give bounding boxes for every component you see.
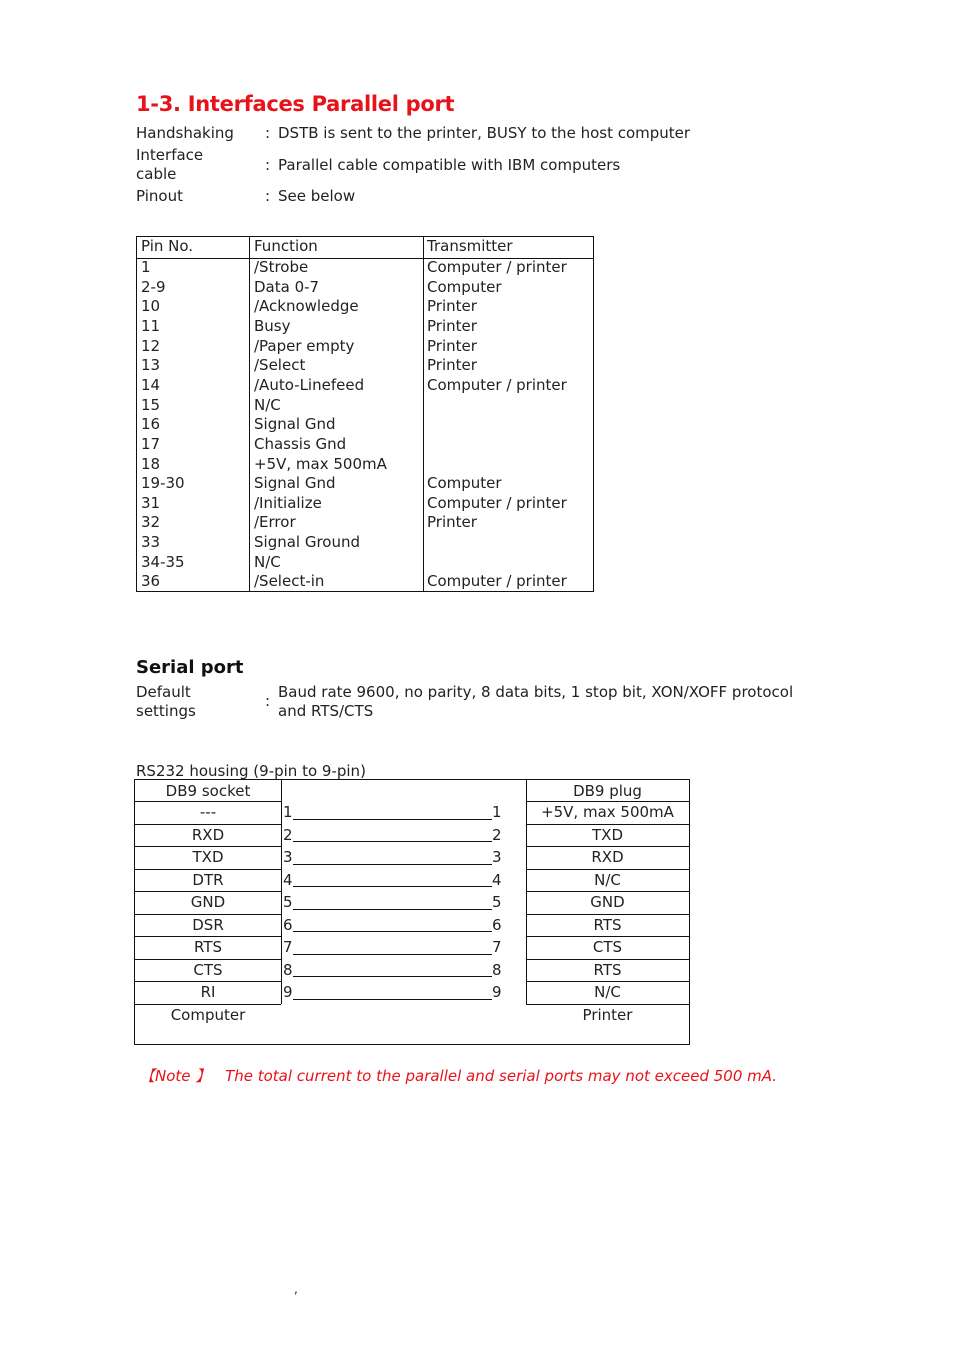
serial-spec-label: Default settings xyxy=(136,683,196,720)
table-cell: /Select xyxy=(254,356,306,375)
table-divider xyxy=(249,237,250,591)
pin-number-left: 3 xyxy=(283,848,293,866)
plug-signal: GND xyxy=(590,893,625,911)
table-cell: Computer xyxy=(427,474,502,493)
table-cell: 33 xyxy=(141,533,161,552)
table-cell: 16 xyxy=(141,415,161,434)
wire-line xyxy=(293,976,492,977)
socket-signal: GND xyxy=(190,893,226,911)
plug-signal: N/C xyxy=(594,983,621,1001)
table-cell: 32 xyxy=(141,513,161,532)
table-header-cell: Transmitter xyxy=(427,237,513,255)
spec-value: Parallel cable compatible with IBM computers xyxy=(278,156,621,174)
plug-signal: N/C xyxy=(594,870,621,889)
pin-number-right: 6 xyxy=(492,915,502,934)
pin-number-right: 7 xyxy=(492,938,502,956)
table-cell: /Strobe xyxy=(254,258,309,276)
note-tag: 【Note 】 xyxy=(140,1067,211,1085)
table-header-cell: Function xyxy=(254,237,318,255)
table-cell: Computer / printer xyxy=(427,375,567,394)
socket-signal: RI xyxy=(200,983,216,1001)
table-cell: Computer xyxy=(427,277,502,296)
table-cell: /Paper empty xyxy=(254,336,355,355)
pin-number-right: 8 xyxy=(492,960,502,979)
pin-number-right: 9 xyxy=(492,983,502,1001)
wire-line xyxy=(293,841,492,842)
wire-line xyxy=(293,864,492,865)
table-cell: Computer / printer xyxy=(427,572,567,591)
footer-mark: , xyxy=(294,1282,298,1296)
spec-label: Handshaking xyxy=(136,124,234,142)
table-cell: /Initialize xyxy=(254,493,322,512)
parallel-pinout-table xyxy=(136,236,594,592)
socket-signal: DTR xyxy=(192,870,224,889)
table-header-cell: Pin No. xyxy=(141,237,194,255)
pin-number-left: 8 xyxy=(283,960,293,979)
table-cell: Printer xyxy=(427,356,477,375)
table-cell: 1 xyxy=(141,258,151,276)
pin-number-left: 2 xyxy=(283,825,293,844)
wire-line xyxy=(293,931,492,932)
socket-signal: RTS xyxy=(193,938,222,956)
table-divider xyxy=(423,237,424,591)
table-cell: Computer / printer xyxy=(427,258,567,276)
plug-signal: +5V, max 500mA xyxy=(541,803,674,821)
pin-number-right: 1 xyxy=(492,803,502,821)
right-footer: Printer xyxy=(582,1005,633,1024)
pin-number-left: 9 xyxy=(283,983,293,1001)
rs232-caption: RS232 housing (9-pin to 9-pin) xyxy=(136,762,366,780)
table-cell: 2-9 xyxy=(141,277,166,296)
pin-number-left: 7 xyxy=(283,938,293,956)
pin-number-right: 5 xyxy=(492,893,502,911)
wire-line xyxy=(293,954,492,955)
table-cell: 31 xyxy=(141,493,161,512)
note xyxy=(140,1065,777,1086)
spec-separator: : xyxy=(265,124,271,142)
pin-number-left: 4 xyxy=(283,870,293,889)
table-cell: 19-30 xyxy=(141,474,185,493)
table-cell: Printer xyxy=(427,336,477,355)
serial-spec-value: Baud rate 9600, no parity, 8 data bits, 1 stop bit, XON/XOFF protocol and RTS/CTS xyxy=(278,683,794,720)
socket-signal: TXD xyxy=(192,848,224,866)
wire-line xyxy=(293,909,492,910)
table-cell: 11 xyxy=(141,316,161,335)
serial-heading: Serial port xyxy=(136,657,244,678)
table-cell: Printer xyxy=(427,297,477,316)
section-title: 1-3. Interfaces Parallel port xyxy=(136,92,455,116)
table-cell: 12 xyxy=(141,336,161,355)
pin-number-left: 5 xyxy=(283,893,293,911)
left-footer: Computer xyxy=(170,1005,246,1024)
table-cell: Signal Gnd xyxy=(254,474,336,493)
spec-label: Pinout xyxy=(136,187,183,205)
table-cell: 10 xyxy=(141,297,161,316)
pin-number-right: 2 xyxy=(492,825,502,844)
table-cell: 15 xyxy=(141,395,161,414)
socket-signal: RXD xyxy=(191,825,225,844)
plug-signal: CTS xyxy=(592,938,623,956)
pin-number-right: 3 xyxy=(492,848,502,866)
socket-signal: --- xyxy=(199,803,217,821)
plug-signal: RXD xyxy=(591,848,624,866)
table-cell: /Error xyxy=(254,513,296,532)
wire-line xyxy=(293,999,492,1000)
left-header: DB9 socket xyxy=(165,782,251,800)
table-cell: Signal Gnd xyxy=(254,415,336,434)
table-cell: +5V, max 500mA xyxy=(254,454,387,473)
rs232-wiring-table xyxy=(134,779,690,1045)
spec-value: See below xyxy=(278,187,356,205)
table-cell: Busy xyxy=(254,316,291,335)
spec-separator: : xyxy=(265,187,271,205)
table-cell: 18 xyxy=(141,454,161,473)
serial-spec-sep: : xyxy=(265,692,271,710)
spec-separator: : xyxy=(265,156,271,174)
table-cell: /Select-in xyxy=(254,572,325,591)
table-rule xyxy=(281,780,282,1004)
wire-line xyxy=(293,886,492,887)
plug-signal: RTS xyxy=(593,960,622,979)
table-cell: 34-35 xyxy=(141,552,185,571)
pin-number-left: 1 xyxy=(283,803,293,821)
socket-signal: CTS xyxy=(193,960,223,979)
pin-number-right: 4 xyxy=(492,870,502,889)
spec-value: DSTB is sent to the printer, BUSY to the host computer xyxy=(278,124,691,142)
table-cell: Printer xyxy=(427,513,477,532)
table-cell: 14 xyxy=(141,375,161,394)
table-cell: Printer xyxy=(427,316,477,335)
table-cell: Data 0-7 xyxy=(254,277,320,296)
table-cell: N/C xyxy=(254,395,281,414)
plug-signal: RTS xyxy=(593,915,622,934)
table-cell: 13 xyxy=(141,356,161,375)
table-cell: N/C xyxy=(254,552,281,571)
note-text: The total current to the parallel and serial ports may not exceed 500 mA. xyxy=(225,1067,778,1085)
spec-label: Interface cable xyxy=(136,146,204,183)
right-header: DB9 plug xyxy=(573,782,642,800)
wire-line xyxy=(293,819,492,820)
table-cell: Signal Ground xyxy=(254,533,361,552)
table-cell: Computer / printer xyxy=(427,493,567,512)
pin-number-left: 6 xyxy=(283,915,293,934)
plug-signal: TXD xyxy=(592,825,623,844)
socket-signal: DSR xyxy=(192,915,224,934)
table-cell: 17 xyxy=(141,434,161,453)
table-cell: 36 xyxy=(141,572,161,591)
table-cell: Chassis Gnd xyxy=(254,434,347,453)
table-cell: /Acknowledge xyxy=(254,297,359,316)
table-cell: /Auto-Linefeed xyxy=(254,375,365,394)
